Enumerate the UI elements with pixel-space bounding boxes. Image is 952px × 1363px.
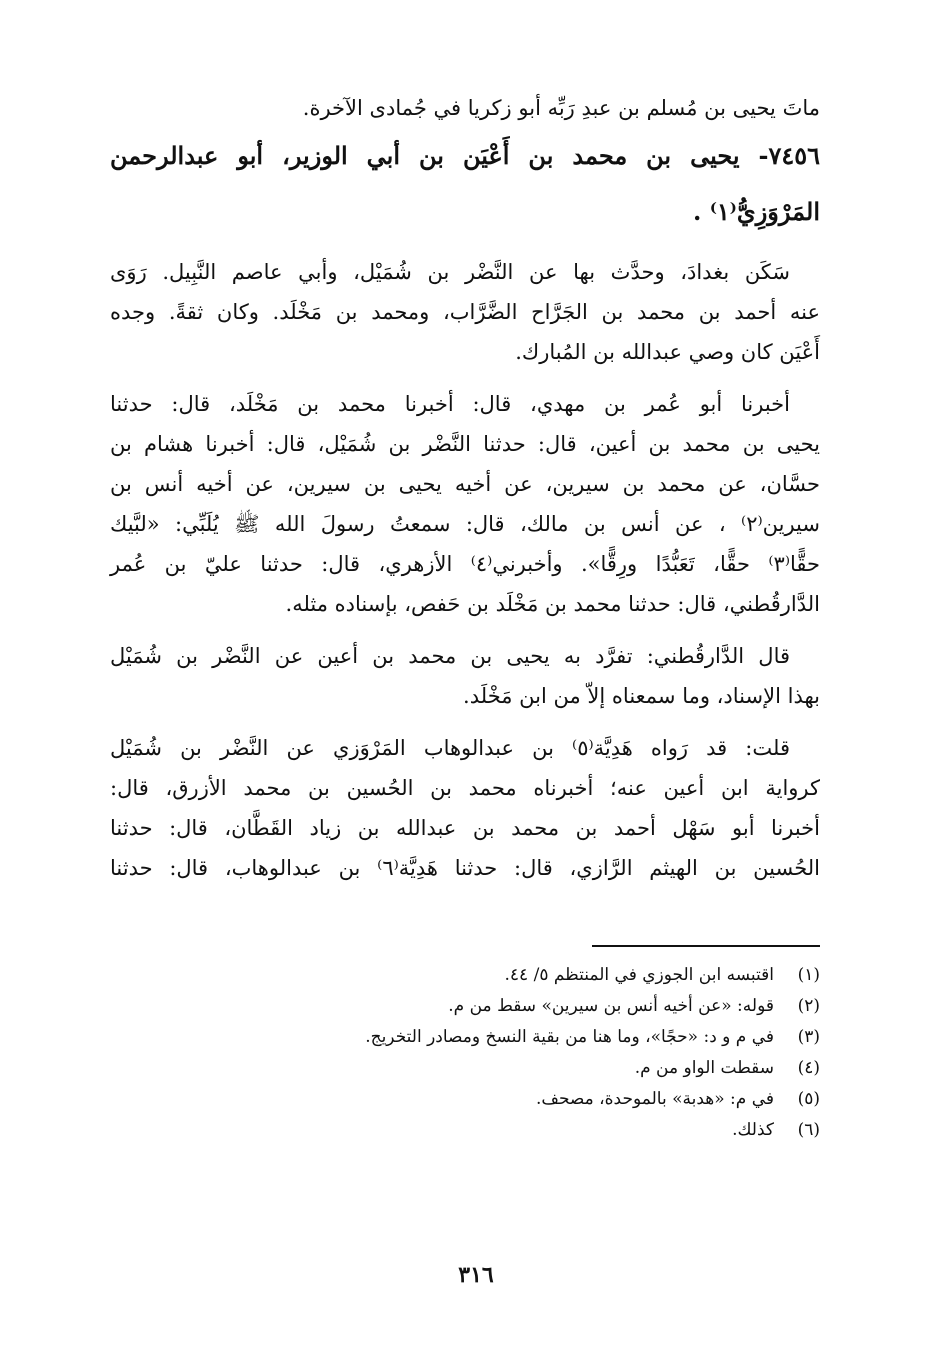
footnote-number: (٣) <box>797 1027 820 1047</box>
paragraph-line: عنه أحمد بن محمد بن الجَرَّاح الضَّرَّاب، ومحمد بن مَخْلَد. وكان ثقةً. وجده <box>110 300 820 324</box>
footnote <box>300 991 820 1022</box>
page-number: ٣١٦ <box>458 1262 494 1288</box>
heading-line: ٧٤٥٦- يحيى بن محمد بن أَعْيَن بن أبي الوزير، أبو عبدالرحمن <box>110 141 820 170</box>
intro-paragraph <box>110 88 820 128</box>
paragraph-line: الدَّارقُطني، قال: حدثنا محمد بن مَخْلَد بن حَفص، بإسناده مثله. <box>285 592 820 616</box>
paragraph-line: سيرين⁽٢⁾ ، عن أنس بن مالك، قال: سمعتُ رسولَ الله ﷺ يُلَبِّي: «لبَّيك <box>110 512 820 536</box>
footnote <box>300 1084 820 1115</box>
footnote-separator <box>592 945 820 947</box>
footnotes <box>300 960 820 1146</box>
commentary-paragraph <box>110 728 820 888</box>
footnote-number: (٥) <box>797 1089 820 1109</box>
paragraph-line: سَكَن بغدادَ، وحدَّث بها عن النَّضْر بن شُمَيْل، وأبي عاصم النَّبِيل. رَوَى <box>110 260 790 284</box>
footnote-text: كذلك. <box>732 1120 774 1140</box>
biography-paragraph <box>110 252 820 372</box>
footnote-text: اقتبسه ابن الجوزي في المنتظم ٥/ ٤٤. <box>504 965 774 985</box>
main-text <box>110 88 820 888</box>
footnote <box>300 1115 820 1146</box>
paragraph-line: بهذا الإسناد، وما سمعناه إلاّ من ابن مَخْلَد. <box>463 684 820 708</box>
footnote-number: (١) <box>797 965 820 985</box>
paragraph-line: كرواية ابن أعين عنه؛ أخبرناه محمد بن الحُسين بن محمد الأزرق، قال: <box>110 776 820 800</box>
footnote-text: قوله: «عن أخيه أنس بن سيرين» سقط من م. <box>448 996 774 1016</box>
footnote-text: في م: «هدبة» بالموحدة، مصحف. <box>535 1089 774 1109</box>
paragraph-line: قلت: قد رَواه هَدِيَّة⁽٥⁾ بن عبدالوهاب المَرْوَزي عن النَّضْر بن شُمَيْل <box>110 736 790 760</box>
paragraph-line: أَعْيَن كان وصي عبدالله بن المُبارك. <box>515 340 820 364</box>
footnote-number: (٦) <box>797 1120 820 1140</box>
daraqutni-paragraph <box>110 636 820 716</box>
paragraph-line: يحيى بن محمد بن أعين، قال: حدثنا النَّضْر بن شُمَيْل، قال: أخبرنا هشام بن <box>110 432 820 456</box>
footnote-text: سقطت الواو من م. <box>634 1058 774 1078</box>
footnote-number: (٤) <box>797 1058 820 1078</box>
footnote-text: في م و د: «حجًا»، وما هنا من بقية النسخ ومصادر التخريج. <box>365 1027 774 1047</box>
paragraph-line: الحُسين بن الهيثم الرَّازي، قال: حدثنا هَدِيَّة⁽٦⁾ بن عبدالوهاب، قال: حدثنا <box>110 856 821 880</box>
entry-heading <box>110 128 820 240</box>
hadith-paragraph <box>110 384 820 624</box>
paragraph-line: حسَّان، عن محمد بن سيرين، عن أخيه يحيى بن سيرين، عن أخيه أنس بن <box>110 472 820 496</box>
footnote <box>300 1053 820 1084</box>
paragraph-line: أخبرنا أبو عُمر بن مهدي، قال: أخبرنا محمد بن مَخْلَد، قال: حدثنا <box>110 392 790 416</box>
paragraph-line: قال الدَّارقُطني: تفرَّد به يحيى بن محمد بن أعين عن النَّضْر بن شُمَيْل <box>110 644 790 668</box>
footnote <box>300 1022 820 1053</box>
heading-line: المَرْوَزِيُّ⁽١⁾ . <box>693 197 820 226</box>
paragraph-line: أخبرنا أبو سَهْل أحمد بن محمد بن عبدالله بن زياد القَطَّان، قال: حدثنا <box>110 816 820 840</box>
footnote-number: (٢) <box>797 996 820 1016</box>
intro-line: ماتَ يحيى بن مُسلم بن عبدِ رَبِّه أبو زكريا في جُمادى الآخرة. <box>302 96 820 120</box>
paragraph-line: حقًّا⁽٣⁾ حقًّا، تَعَبُّدًا ورِقًّا». وأخبرني⁽٤⁾ الأزهري، قال: حدثنا عليّ بن عُمر <box>110 552 820 576</box>
footnote <box>300 960 820 991</box>
